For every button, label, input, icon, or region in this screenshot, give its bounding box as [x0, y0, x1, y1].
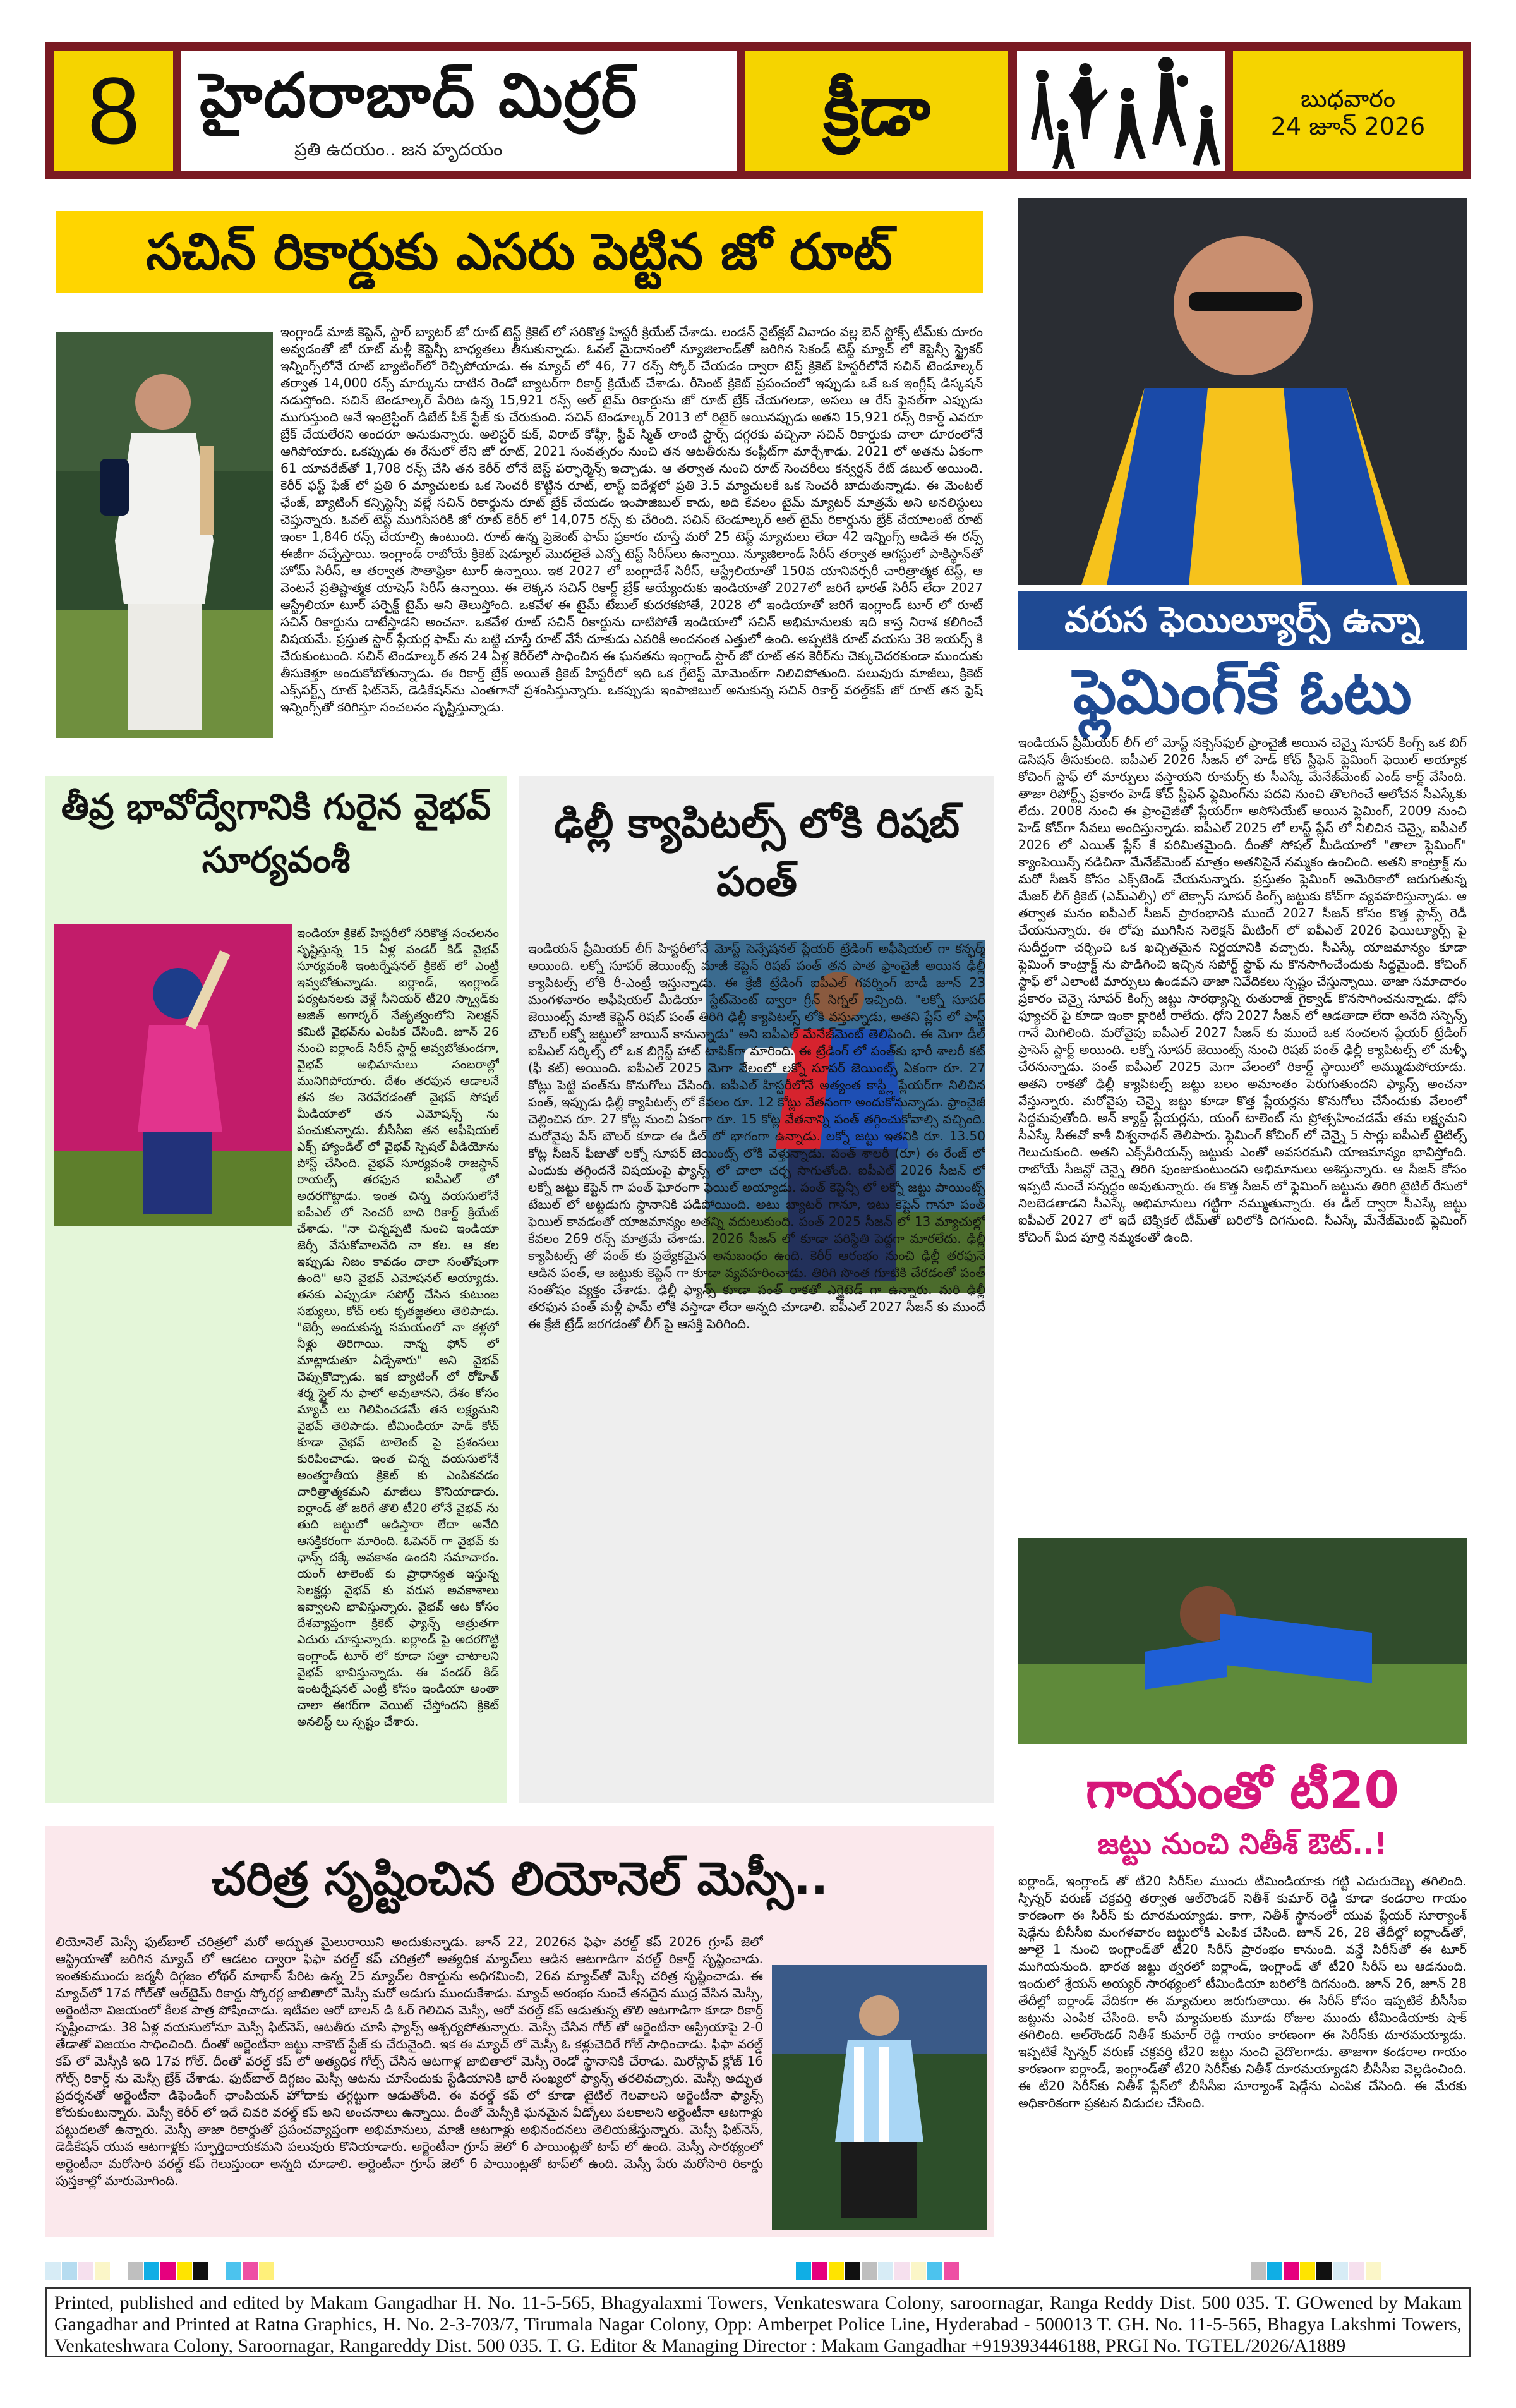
fleming-kicker: వరుస ఫెయిల్యూర్స్ ఉన్నా — [1018, 591, 1467, 650]
vaibhav-article-body: ఇండియా క్రికెట్ హిస్టరీలో సరికొత్త సంచలనం సృష్టిస్తున్న 15 ఏళ్ల వండర్ కిడ్ వైభవ్ సూర్యవంశీ ఇంటర్నేషనల్ క్రికెట్ లో ఎంట్రీ ఇవ్వబోతున్నాడు. ఐర్లాండ్, ఇంగ్లాండ్ పర్యటనలకు వెళ్లే సీనియర్ టీ20 స్క్వాడ్‌కు అజిత్ అగార్కర్ నేతృత్వంలోని సెలక్షన్ కమిటీ వైభవ్‌ను ఎంపిక చేసింది. జూన్ 26 నుంచి ఐర్లాండ్ సిరీస్ స్టార్ట్ అవ్వబోతుండగా, వైభవ్ అభిమానులు సంబరాల్లో మునిగిపోయారు. దేశం తరఫున ఆడాలనే తన కల నెరవేరడంతో వైభవ్ సోషల్ మీడియాలో తన ఎమోషన్స్ ను పంచుకున్నాడు. బీసీసీఐ తన అఫీషియల్ ఎక్స్ హ్యాండిల్ లో వైభవ్ స్పెషల్ వీడియోను పోస్ట్ చేసింది. వైభవ్ సూర్యవంశీ రాజస్థాన్ రాయల్స్ తరఫున ఐపీఎల్ లో అదరగొట్టాడు. ఇంత చిన్న వయసులోనే ఐపీఎల్ లో సెంచరీ బాది రికార్డ్ క్రియేట్ చేశాడు. "నా చిన్నప్పటి నుంచి ఇండియా జెర్సీ వేసుకోవాలనేది నా కల. ఆ కల ఇప్పుడు నిజం కావడం చాలా సంతోషంగా ఉంది" అని వైభవ్ ఎమోషనల్ అయ్యాడు. తనకు ఎప్పుడూ సపోర్ట్ చేసిన కుటుంబ సభ్యులు, కోచ్ లకు కృతజ్ఞతలు తెలిపాడు. "జెర్సీ అందుకున్న సమయంలో నా కళ్లలో నీళ్లు తిరిగాయి. నాన్న ఫోన్ లో మాట్లాడుతూ ఏడ్చేశారు" అని వైభవ్ చెప్పుకొచ్చాడు. ఇక బ్యాటింగ్ లో రోహిత్ శర్మ స్టైల్ ను ఫాలో అవుతానని, దేశం కోసం మ్యాచ్ లు గెలిపించడమే తన లక్ష్యమని వైభవ్ తెలిపాడు. టీమిండియా హెడ్ కోచ్ కూడా వైభవ్ టాలెంట్ పై ప్రశంసలు కురిపించాడు. ఇంత చిన్న వయసులోనే అంతర్జాతీయ క్రికెట్ కు ఎంపికవడం చారిత్రాత్మకమని మాజీలు కొనియాడారు. ఐర్లాండ్ తో జరిగే తొలి టీ20 లోనే వైభవ్ ను తుది జట్టులో ఆడిస్తారా లేదా అనేది ఆసక్తికరంగా మారింది. ఓపెనర్ గా వైభవ్ కు ఛాన్స్ దక్కే అవకాశం ఉందని సమాచారం. యంగ్ టాలెంట్ కు ప్రాధాన్యత ఇస్తున్న సెలక్టర్లు వైభవ్ కు వరుస అవకాశాలు ఇవ్వాలని భావిస్తున్నారు. వైభవ్ ఆట కోసం దేశవ్యాప్తంగా క్రికెట్ ఫ్యాన్స్ ఆత్రుతగా ఎదురు చూస్తున్నారు. ఐర్లాండ్ పై అదరగొట్టి ఇంగ్లాండ్ టూర్ లో కూడా సత్తా చాటాలని వైభవ్ భావిస్తున్నాడు. ఈ వండర్ కిడ్ ఇంటర్నేషనల్ ఎంట్రీ కోసం ఇండియా అంతా చాలా ఈగర్‌గా వెయిట్ చేస్తోందని క్రికెట్ అనలిస్ట్ లు స్పష్టం చేశారు. — [297, 926, 499, 1729]
sports-silhouettes-icon — [1017, 51, 1225, 171]
registration-strip-left — [45, 2262, 399, 2280]
logo-tagline: ప్రతి ఉదయం.. జన హృదయం — [294, 139, 503, 160]
root-article-body: ఇంగ్లాండ్ మాజీ కెప్టెన్, స్టార్ బ్యాటర్ జో రూట్ టెస్ట్ క్రికెట్ లో సరికొత్త హిస్టరీ క్రియేట్ చేశాడు. లండన్ నైట్‌క్లబ్ వివాదం వల్ల బెన్ స్టోక్స్ టీమ్‌కు దూరం అవ్వడంతో జో రూట్ మళ్లీ కెప్టెన్సీ బాధ్యతలు తీసుకున్నాడు. ఓవల్ మైదానంలో న్యూజిలాండ్‌తో జరిగిన సెకండ్ టెస్ట్ మ్యాచ్ లో కెప్టెన్సీ స్ట్రైకర్ ఇన్నింగ్స్‌లోనే రూట్ బ్యాటింగ్‌లో రెచ్చిపోయాడు. ఈ మ్యాచ్ లో 46, 77 రన్స్ స్కోర్ చేయడం ద్వారా టెస్ట్ క్రికెట్ హిస్టరీలోనే సచిన్ టెండూల్కర్ తర్వాత 14,000 రన్స్ మార్కును దాటిన రెండో బ్యాటర్‌గా రికార్డ్ క్రియేట్ చేశాడు. రీసెంట్ క్రికెట్ ప్రపంచంలో ఇప్పుడు ఒకే ఒక ఇంగ్లీష్ డిస్కషన్ నడుస్తోంది. సచిన్ టెండూల్కర్ పేరిట ఉన్న 15,921 రన్స్ ఆల్ టైమ్ రికార్డును జో రూట్ బ్రేక్ చేయగలడా, అసలు ఆ రేస్ ఫైనల్‌గా ఎప్పుడు ముగుస్తుంది అనే ఇంట్రెస్టింగ్ డిబేట్ పీక్ స్టేజ్ కు చేరుకుంది. సచిన్ టెండూల్కర్ 2013 లో రిటైర్ అయినప్పుడు అతని 15,921 రన్స్ రికార్డ్ ఎవరూ బ్రేక్ చేయలేరని అందరూ అనుకున్నారు. అలిస్టర్ కుక్, విరాట్ కోహ్లీ, స్టీవ్ స్మిత్ లాంటి స్టార్స్ దగ్గరకు వచ్చినా సచిన్ రికార్డుకు చాలా దూరంలోనే ఆగిపోయారు. ఒకప్పుడు ఈ రేసులో లేని జో రూట్, 2021 సంవత్సరం నుంచి తన ఆటతీరును కంప్లీట్‌గా మార్చేశాడు. 2021 లో అతను ఏకంగా 61 యావరేజ్‌తో 1,708 రన్స్ చేసి తన కెరీర్ లోనే బెస్ట్ పర్ఫార్మెన్స్ ఇచ్చాడు. ఆ తర్వాత నుంచి రూట్ సెంచరీలు కన్వర్షన్ రేట్ డబుల్ అయింది. కెరీర్ ఫస్ట్ ఫేజ్ లో ప్రతి 6 మ్యాచులకు ఒక సెంచరీ కొట్టిన రూట్, లాస్ట్ ఐదేళ్లలో ప్రతి 3.5 మ్యాచులకే ఒక సెంచరీ బాదుతున్నాడు. ఈ మెంటల్ ఛేంజ్, బ్యాటింగ్ కన్సిస్టెన్సీ వల్లే సచిన్ రికార్డును రూట్ బ్రేక్ చేయడం ఇంపాజిబుల్ కాదు, అది కేవలం టైమ్ మ్యాటర్ మాత్రమే అని అనలిస్టులు చెప్తున్నారు. ఓవల్ టెస్ట్ ముగిసేసరికి జో రూట్ కెరీర్ లో 14,075 రన్స్ కు చేరింది. సచిన్ టెండూల్కర్ ఆల్ టైమ్ రికార్డును బ్రేక్ చేయాలంటే రూట్ ఇంకా 1,846 రన్స్ చేయాల్సి ఉంటుంది. రూట్ ఉన్న ప్రెజెంట్ ఫామ్ ప్రకారం చూస్తే మరో 25 టెస్ట్ మ్యాచులు లేదా 42 ఇన్నింగ్స్ ఆడితే ఈ రన్స్ ఈజీగా వచ్చేస్తాయి. ఇంగ్లాండ్ రాబోయే క్రికెట్ షెడ్యూల్ మొదలైతే ఎన్నో టెస్ట్ సిరీస్‌లు ఉన్నాయి. న్యూజిలాండ్ సిరీస్ తర్వాత ఆగస్టులో పాకిస్థాన్‌తో హోమ్ సిరీస్, ఆ తర్వాత సౌతాఫ్రికా టూర్ ఉన్నాయి. ఇక 2027 లో బంగ్లాదేశ్ సిరీస్, ఆస్ట్రేలియాతో 150వ యానివర్సరీ చారిత్రాత్మక టెస్ట్, ఆ వెంటనే ప్రతిష్టాత్మక యాషెస్ సిరీస్ ఉన్నాయి. ఈ లెక్కన సచిన్ రికార్డ్ బ్రేక్ అయ్యేందుకు ఇండియాతో 2027లో జరిగే భారత్ సిరీస్ లేదా 2027 ఆస్ట్రేలియా టూర్ పర్ఫెక్ట్ టైమ్ అని తెలుస్తోంది. ఒకవేళ ఈ టైమ్ టేబుల్ కుదరకపోతే, 2028 లో ఇండియాతో జరిగే ఇంగ్లాండ్ టూర్ లో రూట్ సచిన్ రికార్డును దాటేస్తాడని అంచనా. ఒకవేళ రూట్ సచిన్ రికార్డును దాటిపోతే ఇండియాలో సచిన్ అభిమానులకు ఇది కాస్త నిరాశ కలిగించే విషయమే. ప్రస్తుత స్టార్ ప్లేయర్ల ఫామ్ ను బట్టి చూస్తే రూట్ వేసే దూకుడు ఎవరికీ అందనంత ఎత్తులో ఉంది. అప్పటికి రూట్ వయసు 38 ఇయర్స్ కి చేరుకుంటుంది. సచిన్ టెండూల్కర్ తన 24 ఏళ్ల కెరీర్‌లో సాధించిన ఈ ఘనతను ఇంగ్లాండ్ స్టార్ జో రూట్ తన కెరీర్‌ను చెక్కుచెదరకుండా ముందుకు తీసుకెళ్తూ అందుకోబోతున్నాడు. ఈ రికార్డ్ బ్రేక్ అయితే క్రికెట్ హిస్టరీలో ఇది ఒక గ్రేటెస్ట్ మోమెంట్‌గా నిలిచిపోతుంది. పలువురు మాజీలు, క్రికెట్ ఎక్స్‌పర్ట్స్ రూట్ ఫిట్‌నెస్, డెడికేషన్‌ను ఎంతగానో ప్రశంసిస్తున్నారు. ఒకప్పుడు ఇంపాజిబుల్ అనుకున్న సచిన్ రికార్డ్ వరల్డ్‌కప్ జో రూట్ తన ఫ్రెష్ ఇన్నింగ్స్‌తో కరిగిస్తూ సంచలనం సృష్టిస్తున్నాడు. — [280, 324, 983, 715]
fleming-headline: ఫ్లెమింగ్‌కే ఓటు — [1073, 656, 1412, 727]
newspaper-logo — [181, 51, 737, 171]
nitish-article-body: ఐర్లాండ్, ఇంగ్లాండ్ తో టీ20 సిరీస్‌ల ముందు టీమిండియాకు గట్టి ఎదురుదెబ్బ తగిలింది. స్పిన్నర్ వరుణ్ చక్రవర్తి తర్వాత ఆల్‌రౌండర్ నితీశ్ కుమార్ రెడ్డి కూడా కండరాల గాయం కారణంగా ఈ సిరీస్ కు దూరమయ్యాడు. కాగా, నితీశ్ స్థానంలో యువ ప్లేయర్ సూర్యాంశ్ షెడ్గేను బీసీసీఐ మంగళవారం జట్టులోకి ఎంపిక చేసింది. జూన్ 26, 28 తేదీల్లో ఐర్లాండ్‌తో, జూలై 1 నుంచి ఇంగ్లాండ్‌తో టీ20 సిరీస్ ప్రారంభం కానుంది. వన్డే సిరీస్‌తో ఈ టూర్ ముగియనుంది. భారత జట్టు త్వరలో ఐర్లాండ్, ఇంగ్లాండ్ తో టీ20 సిరీస్ లు ఆడనుంది. ఇందులో శ్రేయస్ అయ్యర్ సారథ్యంలో టీమిండియా బరిలోకి దిగనుంది. జూన్ 26, జూన్ 28 తేదీల్లో ఐర్లాండ్ వేదికగా ఈ మ్యాచులు జరుగుతాయి. ఈ సిరీస్ కోసం ఇప్పటికే బీసీసీఐ జట్టును ఎంపిక చేసింది. కానీ మ్యాచులకు మూడు రోజుల ముందు టీమిండియాకు షాక్ తగిలింది. ఆల్‌రౌండర్ నితీశ్ కుమార్ రెడ్డి గాయం కారణంగా ఈ సిరీస్‌కు దూరమయ్యాడు. ఇప్పటికే స్పిన్నర్ వరుణ్ చక్రవర్తి టీ20 జట్టు నుంచి వైదొలగాడు. తాజాగా కండరాల గాయం కారణంగా ఐర్లాండ్, ఇంగ్లాండ్‌తో టీ20 సిరీస్‌కు నితీశ్ దూరమయ్యాడని బీసీసీఐ వెల్లడించింది. ఈ టీ20 సిరీస్‌కు నితీశ్ ప్లేస్‌లో బీసీసీఐ సూర్యాంశ్ షెడ్గేను ఎంపిక చేసింది. ఈ మేరకు అధికారికంగా ప్రకటన విడుదల చేసింది. — [1018, 1873, 1467, 2110]
imprint-line: Printed, published and edited by Makam Gangadhar H. No. 11-5-565, Bhagyalaxmi Towers, Venkateswara Colony, saroornagar, Ranga Reddy Dist. 500 035. T. GOwened by Makam Gangadhar and Printed at Ratna Graphics, H. No. 2-3-703/7, Tirumala Nagar Colony, Opp: Amberpet Police Line, Hyderabad - 500013 T. GH. No. 11-5-565, Bhagya Lakshmi Towers, Venkateshwara Colony, Saroornagar, Rangareddy Dist. 500 035. T. G. Editor & Managing Director : Makam Gangadhar +919393446188, PRGI No. TGTEL/2026/A1889 — [45, 2287, 1471, 2357]
nitish-headline-line1: గాయంతో టీ20 — [1085, 1761, 1400, 1820]
vaibhav-headline: తీవ్ర భావోద్వేగానికి గురైన వైభవ్ సూర్యవంశీ — [61, 787, 491, 881]
section-title: క్రీడా — [745, 51, 1008, 171]
pant-text-wrap-guard — [706, 940, 985, 1293]
stephen-fleming-photo — [1018, 198, 1467, 585]
messi-headline: చరిత్ర సృష్టించిన లియోనెల్ మెస్సీ.. — [211, 1852, 829, 1905]
issue-date — [1233, 51, 1463, 171]
nitish-kumar-reddy-photo — [1018, 1538, 1467, 1744]
logo-text: హైదరాబాద్ మిర్రర్ — [200, 59, 639, 131]
pant-article-body: ఇండియన్ ప్రీమియర్ లీగ్ హిస్టరీలోనే మోస్ట్ సెన్సేషనల్ ప్లేయర్ ట్రేడింగ్ అఫీషియల్ గా కన్ఫర్మ్ అయింది. లక్నో సూపర్ జెయింట్స్ మాజీ కెప్టెన్ రిషబ్ పంత్ తన పాత ఫ్రాంచైజీ అయిన ఢిల్లీ క్యాపిటల్స్ లోకి రీ-ఎంట్రీ ఇస్తున్నాడు. ఈ క్రేజీ ట్రేడింగ్ ఐపీఎల్ గవర్నింగ్ బాడీ జూన్ 23 మంగళవారం అఫీషియల్ మీడియా స్టేట్‌మెంట్ ద్వారా గ్రీన్ సిగ్నల్ ఇచ్చింది. "లక్నో సూపర్ జెయింట్స్ మాజీ కెప్టెన్ రిషబ్ పంత్ తిరిగి ఢిల్లీ క్యాపిటల్స్ లోకి వస్తున్నాడు, అతని ప్లేస్ లో ఫాస్ట్ బౌలర్ లక్నో జట్టులో జాయిన్ కానున్నాడు" అని ఐపీఎల్ మేనేజ్‌మెంట్ తెలిపింది. ఈ మెగా డీల్ ఐపీఎల్ సర్కిల్స్ లో ఒక బిగ్గెస్ట్ హాట్ టాపిక్‌గా మారింది. ఈ ట్రేడింగ్ లో పంత్‌కు భారీ శాలరీ కట్ (ఫీ కట్) అయింది. ఐపీఎల్ 2025 మెగా వేలంలో లక్నో సూపర్ జెయింట్స్ ఏకంగా రూ. 27 కోట్లు పెట్టి పంత్‌ను కొనుగోలు చేసింది. ఐపీఎల్ హిస్టరీలోనే అత్యంత కాస్ట్లీ ప్లేయర్‌గా నిలిచిన పంత్, ఇప్పుడు ఢిల్లీ క్యాపిటల్స్ లో కేవలం రూ. 12 కోట్లు వేతనంగా అందుకోనున్నాడు. ఫ్రాంచైజీ చెల్లించిన రూ. 27 కోట్ల నుంచి ఏకంగా రూ. 15 కోట్ల వేతనాన్ని పంత్ తగ్గించుకోవాల్సి వచ్చింది. మరోవైపు పేస్ బౌలర్ కూడా ఈ డీల్ లో భాగంగా ఉన్నాడు. లక్నో జట్టు ఇతనికి రూ. 13.50 కోట్ల సీజన్ ఫీజుతో లక్నో సూపర్ జెయింట్స్ లోకి వెళ్తున్నాడు. పంత్ శాలరీ (రూ) ఈ రేంజ్ లో ఎందుకు తగ్గిందనే విషయంపై ఫ్యాన్స్ లో చాలా చర్చ సాగుతోంది. ఐపీఎల్ 2026 సీజన్ లో లక్నో జట్టు కెప్టెన్ గా పంత్ ఘోరంగా ఫెయిల్ అయ్యాడు. పంత్ కెప్టెన్సీ లో లక్నో జట్టు పాయింట్స్ టేబుల్ లో అట్టడుగు స్థానానికి పడిపోయింది. అటు బ్యాటర్ గానూ, ఇటు కెప్టెన్ గానూ పంత్ ఫెయిల్ కావడంతో యాజమాన్యం అతన్ని వదులుకుంది. పంత్ 2025 సీజన్ లో 13 మ్యాచుల్లో కేవలం 269 రన్స్ మాత్రమే చేశాడు. 2026 సీజన్ లో కూడా పరిస్థితి పెద్దగా మారలేదు. ఢిల్లీ క్యాపిటల్స్ తో పంత్ కు ప్రత్యేకమైన అనుబంధం ఉంది. కెరీర్ ఆరంభం నుంచి ఢిల్లీ తరఫునే ఆడిన పంత్, ఆ జట్టుకు కెప్టెన్ గా కూడా వ్యవహరించాడు. తిరిగి సొంత గూటికి చేరడంతో పంత్ సంతోషం వ్యక్తం చేశాడు. ఢిల్లీ ఫ్యాన్స్ కూడా పంత్ రాకతో ఎగ్జైటెడ్ గా ఉన్నారు. మరి ఢిల్లీ తరఫున పంత్ మళ్లీ ఫామ్ లోకి వస్తాడా లేదా అన్నది చూడాలి. ఐపీఎల్ 2027 సీజన్ కు ముందే ఈ క్రేజీ ట్రేడ్ జరగడంతో లీగ్ పై ఆసక్తి పెరిగింది. — [528, 941, 985, 1331]
vaibhav-suryavanshi-photo — [54, 924, 292, 1226]
joe-root-photo — [56, 332, 273, 738]
pant-headline: ఢిల్లీ క్యాపిటల్స్ లోకి రిషబ్ పంత్ — [553, 801, 960, 905]
messi-article-body: లియోనెల్ మెస్సీ ఫుట్‌బాల్ చరిత్రలో మరో అద్భుత మైలురాయిని అందుకున్నాడు. జూన్ 22, 2026న ఫిఫా వరల్డ్ కప్ 2026 గ్రూప్ జెలో ఆస్ట్రియాతో జరిగిన మ్యాచ్ లో ఆడటం ద్వారా ఫిఫా వరల్డ్ కప్ చరిత్రలో అత్యధిక మ్యాచ్‌లు ఆడిన ఆటగాడిగా వరల్డ్ రికార్డ్ సృష్టించాడు. ఇంతకుముందు జర్మనీ దిగ్గజం లోథర్ మాథాస్ పేరిట ఉన్న 25 మ్యాచ్‌ల రికార్డును అధిగమించి, 26వ మ్యాచ్‌తో మెస్సీ చరిత్ర సృష్టించాడు. ఈ మ్యాచ్‌లో 17వ గోల్‌తో ఆల్‌టైమ్ రికార్డు స్కోరర్ల జాబితాలో మెస్సీ మరో అడుగు ముందుకేశాడు. మ్యాచ్ ఆరంభం నుంచే తనదైన ముద్ర వేసిన మెస్సీ, అర్జెంటీనా విజయంలో కీలక పాత్ర పోషించాడు. ఇటీవల ఆరో బాలన్ డి ఓర్ గెలిచిన మెస్సీ, ఆరో వరల్డ్ కప్ ఆడుతున్న తొలి ఆటగాడిగా కూడా రికార్డ్ సృష్టించాడు. 38 ఏళ్ల వయసులోనూ మెస్సీ ఫిట్‌నెస్, ఆటతీరు చూసి ఫ్యాన్స్ ఆశ్చర్యపోతున్నారు. మెస్సీ చేసిన గోల్ తో అర్జెంటీనా ఆస్ట్రియాపై 2-0 తేడాతో విజయం సాధించింది. దీంతో అర్జెంటీనా జట్టు నాకౌట్ స్టేజ్ కు చేరువైంది. ఇక ఈ మ్యాచ్ లో మెస్సీ ఓ కళ్లుచెదిరే గోల్ సాధించాడు. ఫిఫా వరల్డ్ కప్ లో మెస్సీకి ఇది 17వ గోల్. దీంతో వరల్డ్ కప్ లో అత్యధిక గోల్స్ చేసిన ఆటగాళ్ల జాబితాలో మెస్సీ రెండో స్థానానికి చేరాడు. మిరోస్లావ్ క్లోజ్ 16 గోల్స్ రికార్డ్ ను మెస్సీ బ్రేక్ చేశాడు. ఫుట్‌బాల్ దిగ్గజం మెస్సీ ఆటను చూసేందుకు స్టేడియానికి భారీ సంఖ్యలో ఫ్యాన్స్ తరలివచ్చారు. మెస్సీ అద్భుత ప్రదర్శనతో అర్జెంటీనా డిఫెండింగ్ ఛాంపియన్ హోదాకు తగ్గట్టుగా ఆడుతోంది. ఈ వరల్డ్ కప్ లో కూడా టైటిల్ గెలవాలని అర్జెంటీనా ఫ్యాన్స్ కోరుకుంటున్నారు. మెస్సీ కెరీర్ లో ఇదే చివరి వరల్డ్ కప్ అని అంచనాలు ఉన్నాయి. దీంతో మెస్సీకి ఘనమైన వీడ్కోలు పలకాలని అర్జెంటీనా ఆటగాళ్లు పట్టుదలతో ఉన్నారు. మెస్సీ తాజా రికార్డుతో ప్రపంచవ్యాప్తంగా అభిమానులు, మాజీ ఆటగాళ్లు అభినందనలు తెలియజేస్తున్నారు. మెస్సీ ఫిట్‌నెస్, డెడికేషన్ యువ ఆటగాళ్లకు స్ఫూర్తిదాయకమని పలువురు కొనియాడారు. అర్జెంటీనా గ్రూప్ జెలో 6 పాయింట్లతో టాప్ లో ఉంది. మెస్సీ సారథ్యంలో అర్జెంటీనా మరోసారి వరల్డ్ కప్ గెలుస్తుందా అన్నది చూడాలి. అర్జెంటీనా గ్రూప్ జెలో 6 పాయింట్లతో టాప్‌లో ఉంది. మెస్సీ పేరు మరోసారి రికార్డు పుస్తకాల్లో మారుమోగింది. — [56, 1934, 763, 2188]
issue-date-text: 24 జూన్ 2026 — [1270, 112, 1426, 140]
lionel-messi-photo — [772, 1965, 987, 2230]
page-number: 8 — [54, 51, 173, 171]
registration-strip-mid — [796, 2262, 1061, 2280]
root-headline: సచిన్ రికార్డుకు ఎసరు పెట్టిన జో రూట్ — [56, 211, 983, 293]
issue-day: బుధవారం — [1300, 85, 1396, 112]
registration-strip-right — [1251, 2262, 1465, 2280]
fleming-article-body: ఇండియన్ ప్రీమియర్ లీగ్ లో మోస్ట్ సక్సెస్‌ఫుల్ ఫ్రాంచైజీ అయిన చెన్నై సూపర్ కింగ్స్ ఒక బిగ్ డెసిషన్ తీసుకుంది. ఐపీఎల్ 2026 సీజన్ లో హెడ్ కోచ్ స్టీఫెన్ ఫ్లెమింగ్ ఫెయిల్ అయ్యాక కోచింగ్ స్టాఫ్ లో మార్పులు వస్తాయని రూమర్స్ కు సీఎస్కే మేనేజ్‌మెంట్ ఎండ్ కార్డ్ వేసింది. తాజా రిపోర్ట్స్ ప్రకారం హెడ్ కోచ్ స్టీఫెన్ ఫ్లెమింగ్‌ను పదవి నుంచి తొలగించే ఆలోచన సీఎస్కేకు లేదు. 2008 నుంచి ఈ ఫ్రాంచైజీతో ప్లేయర్‌గా అసోసియేట్ అయిన ఫ్లెమింగ్, 2009 నుంచి హెడ్ కోచ్‌గా సేవలు అందిస్తున్నాడు. ఐపీఎల్ 2025 లో లాస్ట్ ప్లేస్ లో నిలిచిన చెన్నై, ఐపీఎల్ 2026 లో ఎయిత్ ప్లేస్ కే పరిమితమైంది. దీంతో సోషల్ మీడియాలో "తాలా ఫ్లెమింగ్" క్యాంపెయిన్స్ నడిచినా మేనేజ్‌మెంట్ మాత్రం అతనిపైనే నమ్మకం ఉంచింది. అతని కాంట్రాక్ట్ ను మరో సీజన్ కోసం ఎక్స్‌టెండ్ చేయనున్నారు. ప్రస్తుతం ఫ్లెమింగ్ అమెరికాలో జరుగుతున్న మేజర్ లీగ్ క్రికెట్ (ఎమ్ఎల్సీ) లో టెక్సాస్ సూపర్ కింగ్స్ జట్టుకు కోచ్‌గా వ్యవహరిస్తున్నాడు. ఆ తర్వాత మనం ఐపీఎల్ సీజన్ ప్రారంభానికి ముందే 2027 సీజన్ కోసం కొత్త ప్లాన్స్ రెడీ చేయనున్నారు. ఈ లోపు ముగిసిన సెలెక్షన్ మీటింగ్ లో ఐపీఎల్ 2026 ఫెయిల్యూర్స్ పై సుదీర్ఘంగా చర్చించి ఒక ఖచ్చితమైన నిర్ణయానికి వచ్చారు. సీఎస్కే యాజమాన్యం కూడా ఫ్లెమింగ్ కాంట్రాక్ట్ ను పొడిగించి ఇచ్చిన సపోర్ట్ స్టాఫ్ ను కొనసాగించేందుకు సిద్ధమైంది. కోచింగ్ స్టాఫ్ లో ఎలాంటి మార్పులు ఉండవని తాజా నివేదికలు స్పష్టం చేస్తున్నాయి. తాజా సమాచారం ప్రకారం చెన్నై సూపర్ కింగ్స్ జట్టు సారథ్యాన్ని రుతురాజ్ గైక్వాడ్ కొనసాగించనున్నాడు. ధోనీ ఫ్యూచర్ పై కూడా ఇంకా క్లారిటీ రాలేదు. ధోని 2027 సీజన్ లో ఆడతాడా లేదా అనేది సస్పెన్స్ గానే మిగిలింది. మరోవైపు ఐపీఎల్ 2027 సీజన్ కు ముందే ఒక సంచలన ప్లేయర్ ట్రేడింగ్ ప్రాసెస్ స్టార్ట్ అయింది. లక్నో సూపర్ జెయింట్స్ నుంచి రిషబ్ పంత్ ఢిల్లీ క్యాపిటల్స్ లో మళ్ళీ చేరనున్నాడు. పంత్ ఐపీఎల్ 2025 మెగా వేలంలో రికార్డ్ స్థాయిలో అమ్ముడుపోయాడు. అతని రాకతో ఢిల్లీ క్యాపిటల్స్ జట్టు బలం అమాంతం పెరుగుతుందని ఫ్యాన్స్ అంచనా వేస్తున్నారు. మరోవైపు చెన్నై జట్టు కూడా కొత్త ప్లేయర్లను కొనుగోలు చేసేందుకు వేలంలో సిద్ధమవుతోంది. అన్ క్యాప్డ్ ప్లేయర్లను, యంగ్ టాలెంట్ ను ప్రోత్సహించడమే తమ లక్ష్యమని సీఎస్కే సీఈవో కాశీ విశ్వనాథన్ తెలిపారు. ఫ్లెమింగ్ కోచింగ్ లో చెన్నై 5 సార్లు ఐపీఎల్ టైటిల్స్ గెలుచుకుంది. అతని ఎక్స్‌పీరియన్స్ జట్టుకు ఎంతో అవసరమని యాజమాన్యం భావిస్తోంది. రాబోయే సీజన్లో చెన్నై తిరిగి పుంజుకుంటుందని అభిమానులు ఆశిస్తున్నారు. ఆ సీజన్ కోసం ఇప్పటి నుంచే సన్నద్ధం అవుతున్నారు. ఈ కొత్త సీజన్ లో ఫ్లెమింగ్ జట్టును తిరిగి టైటిల్ రేసులో నిలబెడతాడని సీఎస్కే అభిమానులు గట్టిగా నమ్ముతున్నారు. ఈ డీల్ ద్వారా సీఎస్కే జట్టు ఐపీఎల్ 2027 లో ఇదే టెక్నికల్ టీమ్‌తో బరిలోకి దిగనుంది. సీఎస్కే మేనేజ్‌మెంట్ ఫ్లెమింగ్ కోచింగ్ మీద పూర్తి నమ్మకంతో ఉంది. — [1018, 735, 1467, 1245]
nitish-headline-line2: జట్టు నుంచి నితీశ్ ఔట్..! — [1097, 1827, 1388, 1861]
